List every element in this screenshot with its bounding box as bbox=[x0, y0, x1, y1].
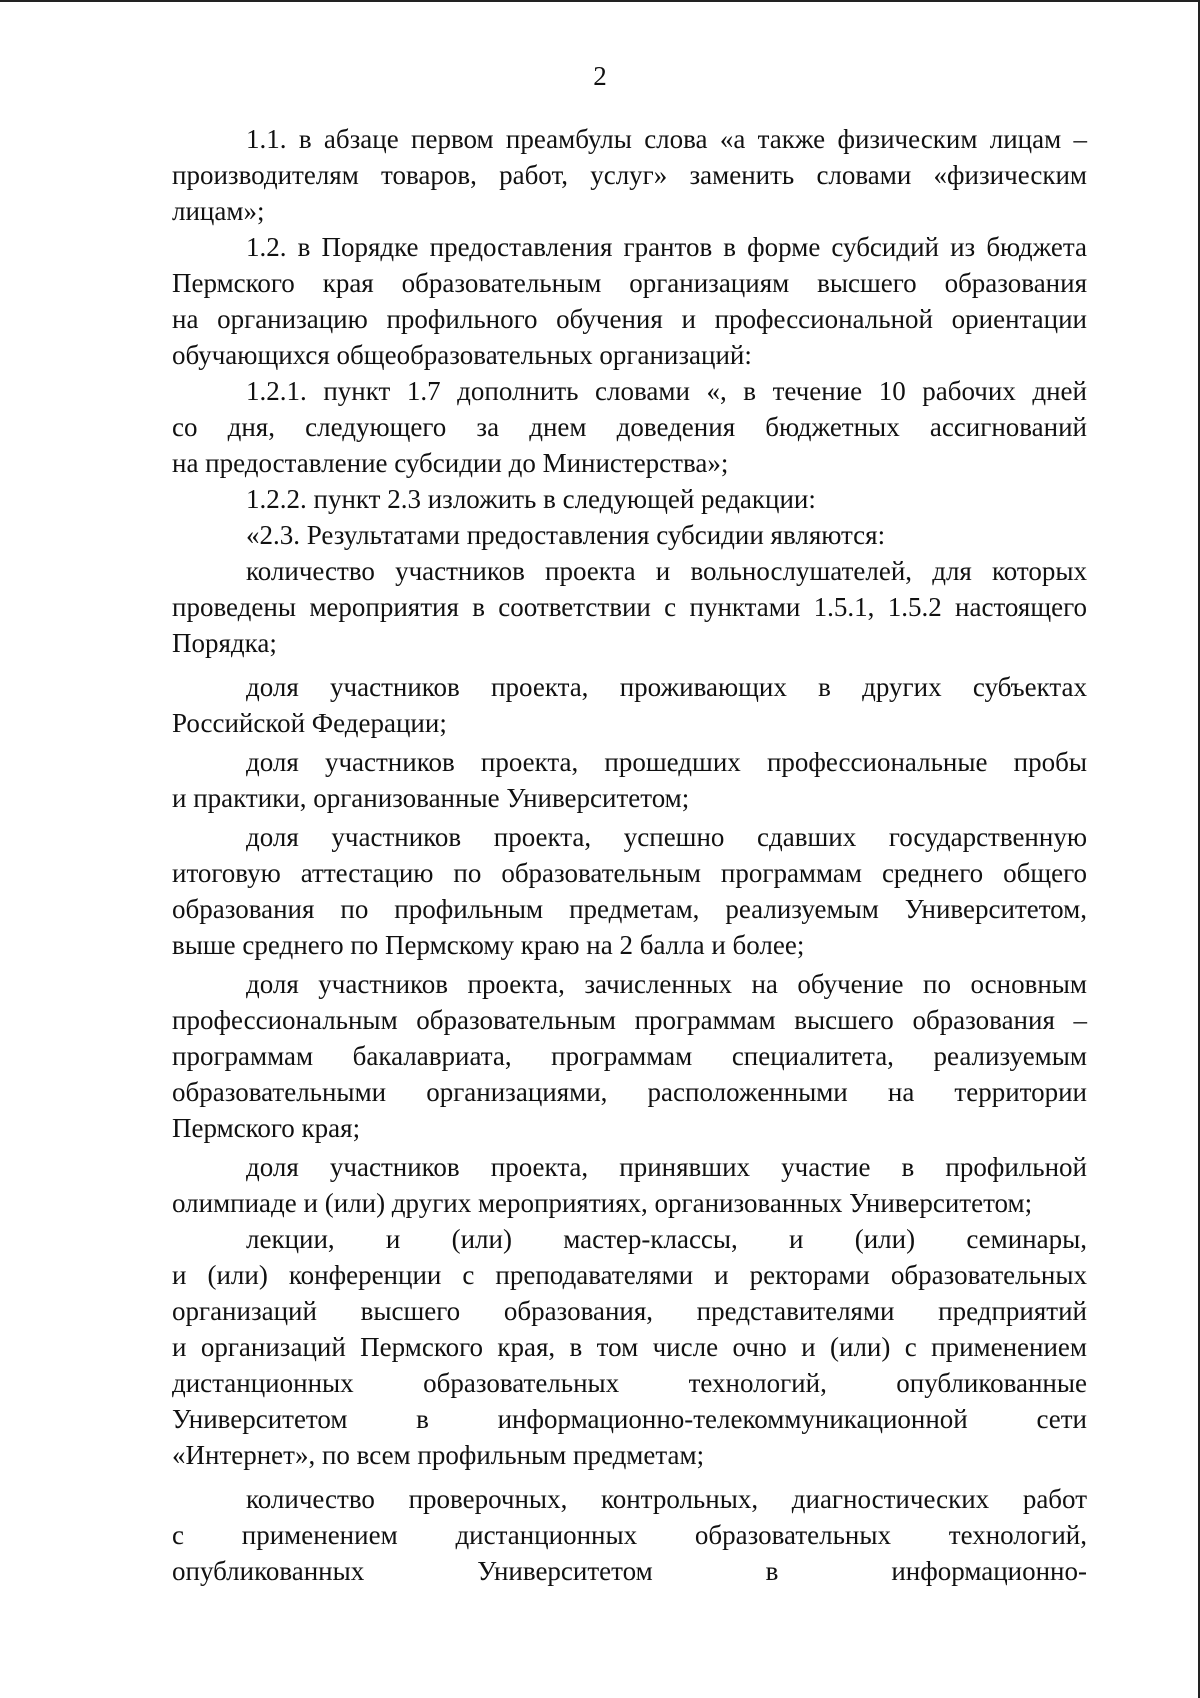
scan-border-top bbox=[0, 0, 1200, 2]
text-line: Пермского края образовательным организациям высшего образования bbox=[172, 268, 1087, 298]
text-line: доля участников проекта, прошедших профессиональные пробы bbox=[246, 747, 1087, 777]
page-number: 2 bbox=[593, 61, 607, 91]
paragraph-result-attestation bbox=[172, 819, 1087, 963]
text-line: Пермского края; bbox=[172, 1113, 361, 1143]
text-line: 1.1. в абзаце первом преамбулы слова «а также физическим лицам – bbox=[246, 124, 1087, 154]
text-line: олимпиаде и (или) других мероприятиях, организованных Университетом; bbox=[172, 1188, 1033, 1218]
text-line: производителям товаров, работ, услуг» заменить словами «физическим bbox=[172, 160, 1087, 190]
paragraph-1-2-1 bbox=[172, 373, 1087, 481]
paragraph-1-2 bbox=[172, 229, 1087, 373]
document-body bbox=[172, 121, 1087, 1589]
text-line: доля участников проекта, успешно сдавших государственную bbox=[246, 822, 1087, 852]
text-line: организаций высшего образования, представителями предприятий bbox=[172, 1296, 1087, 1326]
text-line: и организаций Пермского края, в том числе очно и (или) с применением bbox=[172, 1332, 1087, 1362]
paragraph-result-trials bbox=[172, 744, 1087, 816]
text-line: лицам»; bbox=[172, 196, 265, 226]
text-line: на предоставление субсидии до Министерства»; bbox=[172, 448, 729, 478]
text-line: количество участников проекта и вольнослушателей, для которых bbox=[246, 556, 1087, 586]
text-line: итоговую аттестацию по образовательным программам среднего общего bbox=[172, 858, 1087, 888]
paragraph-2-3-heading bbox=[172, 517, 1087, 553]
text-line: количество проверочных, контрольных, диагностических работ bbox=[246, 1484, 1087, 1514]
text-line: 1.2.1. пункт 1.7 дополнить словами «, в течение 10 рабочих дней bbox=[246, 376, 1087, 406]
text-line: дистанционных образовательных технологий, опубликованные bbox=[172, 1368, 1087, 1398]
paragraph-1-1 bbox=[172, 121, 1087, 229]
text-line: профессиональным образовательным программам высшего образования – bbox=[172, 1005, 1087, 1035]
paragraph-result-enrolled bbox=[172, 966, 1087, 1146]
text-line: выше среднего по Пермскому краю на 2 балла и более; bbox=[172, 930, 805, 960]
text-line: 1.2.2. пункт 2.3 изложить в следующей редакции: bbox=[246, 484, 816, 514]
paragraph-result-count bbox=[172, 553, 1087, 661]
paragraph-1-2-2 bbox=[172, 481, 1087, 517]
text-line: опубликованных Университетом в информационно- bbox=[172, 1556, 1087, 1586]
text-line: со дня, следующего за днем доведения бюджетных ассигнований bbox=[172, 412, 1087, 442]
paragraph-result-other-regions bbox=[172, 669, 1087, 741]
text-line: Российской Федерации; bbox=[172, 708, 447, 738]
paragraph-result-olympiad bbox=[172, 1149, 1087, 1221]
text-line: на организацию профильного обучения и профессиональной ориентации bbox=[172, 304, 1087, 334]
text-line: «Интернет», по всем профильным предметам; bbox=[172, 1440, 705, 1470]
text-line: с применением дистанционных образовательных технологий, bbox=[172, 1520, 1087, 1550]
paragraph-result-lectures bbox=[172, 1221, 1087, 1473]
text-line: «2.3. Результатами предоставления субсидии являются: bbox=[246, 520, 886, 550]
text-line: доля участников проекта, принявших участие в профильной bbox=[246, 1152, 1087, 1182]
text-line: Университетом в информационно-телекоммуникационной сети bbox=[172, 1404, 1087, 1434]
text-line: Порядка; bbox=[172, 628, 277, 658]
text-line: образования по профильным предметам, реализуемым Университетом, bbox=[172, 894, 1087, 924]
text-line: программам бакалавриата, программам специалитета, реализуемым bbox=[172, 1041, 1087, 1071]
text-line: и (или) конференции с преподавателями и ректорами образовательных bbox=[172, 1260, 1087, 1290]
text-line: проведены мероприятия в соответствии с пунктами 1.5.1, 1.5.2 настоящего bbox=[172, 592, 1087, 622]
text-line: доля участников проекта, проживающих в других субъектах bbox=[246, 672, 1087, 702]
text-line: 1.2. в Порядке предоставления грантов в форме субсидий из бюджета bbox=[246, 232, 1087, 262]
text-line: лекции, и (или) мастер-классы, и (или) семинары, bbox=[246, 1224, 1087, 1254]
paragraph-result-tests bbox=[172, 1481, 1087, 1589]
text-line: доля участников проекта, зачисленных на обучение по основным bbox=[246, 969, 1087, 999]
text-line: и практики, организованные Университетом; bbox=[172, 783, 690, 813]
text-line: образовательными организациями, расположенными на территории bbox=[172, 1077, 1087, 1107]
text-line: обучающихся общеобразовательных организаций: bbox=[172, 340, 752, 370]
